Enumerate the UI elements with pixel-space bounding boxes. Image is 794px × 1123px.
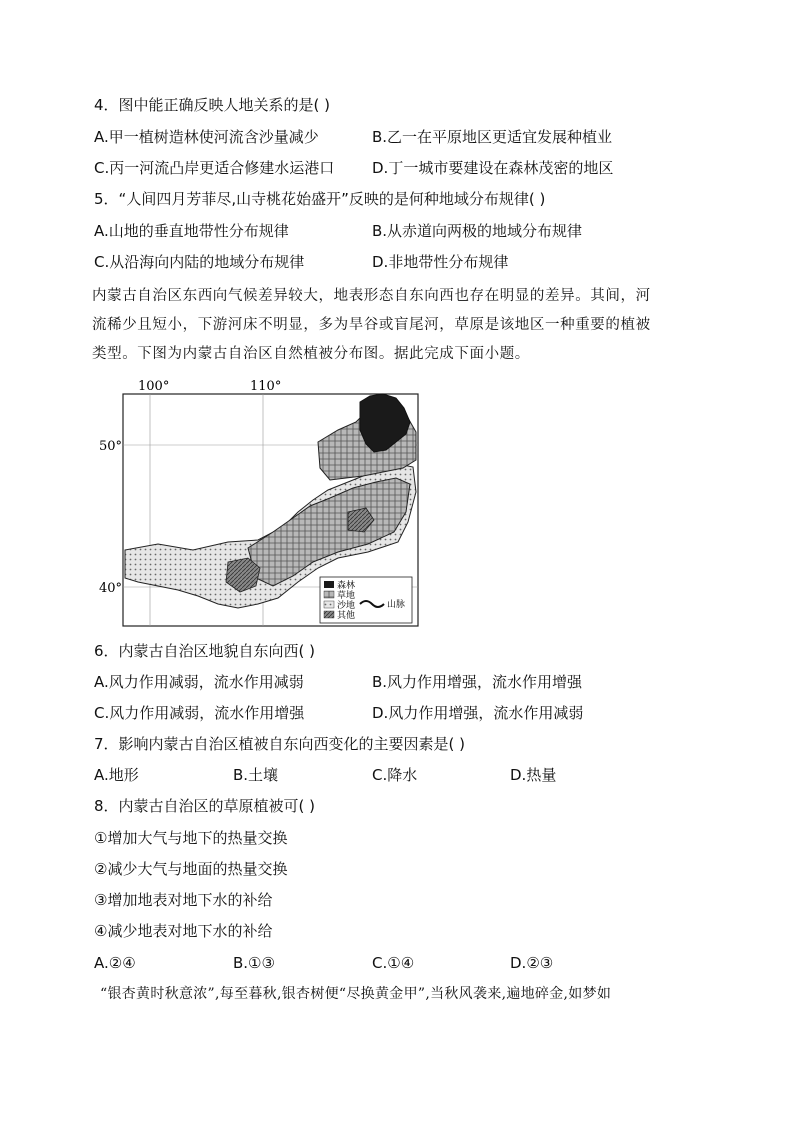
- q8-statement-1: ①增加大气与地下的热量交换: [94, 829, 288, 847]
- vegetation-map: [98, 372, 428, 634]
- q8-option-a: A.②④: [94, 954, 136, 972]
- q4-option-d: D.丁一城市要建设在森林茂密的地区: [372, 159, 614, 177]
- q8-option-d: D.②③: [510, 954, 554, 972]
- legend-forest-label: 森林: [337, 581, 356, 591]
- lon-label-110: 110°: [250, 379, 282, 394]
- passage-line-1: 内蒙古自治区东西向气候差异较大，地表形态自东向西也存在明显的差异。其间，河: [92, 288, 651, 304]
- q4-option-c: C.丙一河流凸岸更适合修建水运港口: [94, 159, 335, 177]
- lon-label-100: 100°: [138, 379, 170, 394]
- passage-line-2: 流稀少且短小，下游河床不明显，多为旱谷或盲尾河，草原是该地区一种重要的植被: [92, 317, 651, 333]
- q7-option-a: A.地形: [94, 766, 139, 784]
- q5-option-b: B.从赤道向两极的地域分布规律: [372, 222, 583, 240]
- lat-label-40: 40°: [99, 581, 123, 596]
- legend-grass-swatch: [324, 591, 334, 598]
- passage-line-3: 类型。下图为内蒙古自治区自然植被分布图。据此完成下面小题。: [92, 346, 530, 362]
- q5-option-c: C.从沿海向内陆的地域分布规律: [94, 253, 305, 271]
- q4-stem: 4．图中能正确反映人地关系的是( ): [94, 96, 331, 114]
- legend-mountain-label: 山脉: [387, 600, 406, 610]
- q6-option-a: A.风力作用减弱，流水作用减弱: [94, 673, 304, 691]
- legend-forest-swatch: [324, 581, 334, 588]
- q7-stem: 7．影响内蒙古自治区植被自东向西变化的主要因素是( ): [94, 735, 466, 753]
- q7-option-c: C.降水: [372, 766, 418, 784]
- q7-option-d: D.热量: [510, 766, 557, 784]
- q8-statement-4: ④减少地表对地下水的补给: [94, 922, 273, 940]
- q8-option-b: B.①③: [233, 954, 275, 972]
- q6-option-c: C.风力作用减弱，流水作用增强: [94, 704, 305, 722]
- q6-option-b: B.风力作用增强，流水作用增强: [372, 673, 583, 691]
- q8-stem: 8．内蒙古自治区的草原植被可( ): [94, 797, 316, 815]
- q5-stem: 5．“人间四月芳菲尽,山寺桃花始盛开”反映的是何种地域分布规律( ): [94, 190, 546, 208]
- legend-sand-label: 沙地: [337, 601, 356, 611]
- lat-label-50: 50°: [99, 439, 123, 454]
- next-passage: “银杏黄时秋意浓”,每至暮秋,银杏树便“尽换黄金甲”,当秋风袭来,遍地碎金,如梦如: [100, 986, 612, 1002]
- q4-option-b: B.乙一在平原地区更适宜发展种植业: [372, 128, 613, 146]
- q6-option-d: D.风力作用增强，流水作用减弱: [372, 704, 584, 722]
- passage: [92, 282, 704, 369]
- q8-option-c: C.①④: [372, 954, 415, 972]
- q8-statement-3: ③增加地表对地下水的补给: [94, 891, 273, 909]
- q4-option-a: A.甲一植树造林使河流含沙量减少: [94, 128, 319, 146]
- q7-option-b: B.土壤: [233, 766, 279, 784]
- q8-statement-2: ②减少大气与地面的热量交换: [94, 860, 288, 878]
- q5-option-a: A.山地的垂直地带性分布规律: [94, 222, 289, 240]
- q6-stem: 6．内蒙古自治区地貌自东向西( ): [94, 642, 316, 660]
- q5-option-d: D.非地带性分布规律: [372, 253, 509, 271]
- legend-other-label: 其他: [337, 611, 356, 621]
- legend-sand-swatch: [324, 601, 334, 608]
- legend-other-swatch: [324, 611, 334, 618]
- legend-grass-label: 草地: [337, 591, 356, 601]
